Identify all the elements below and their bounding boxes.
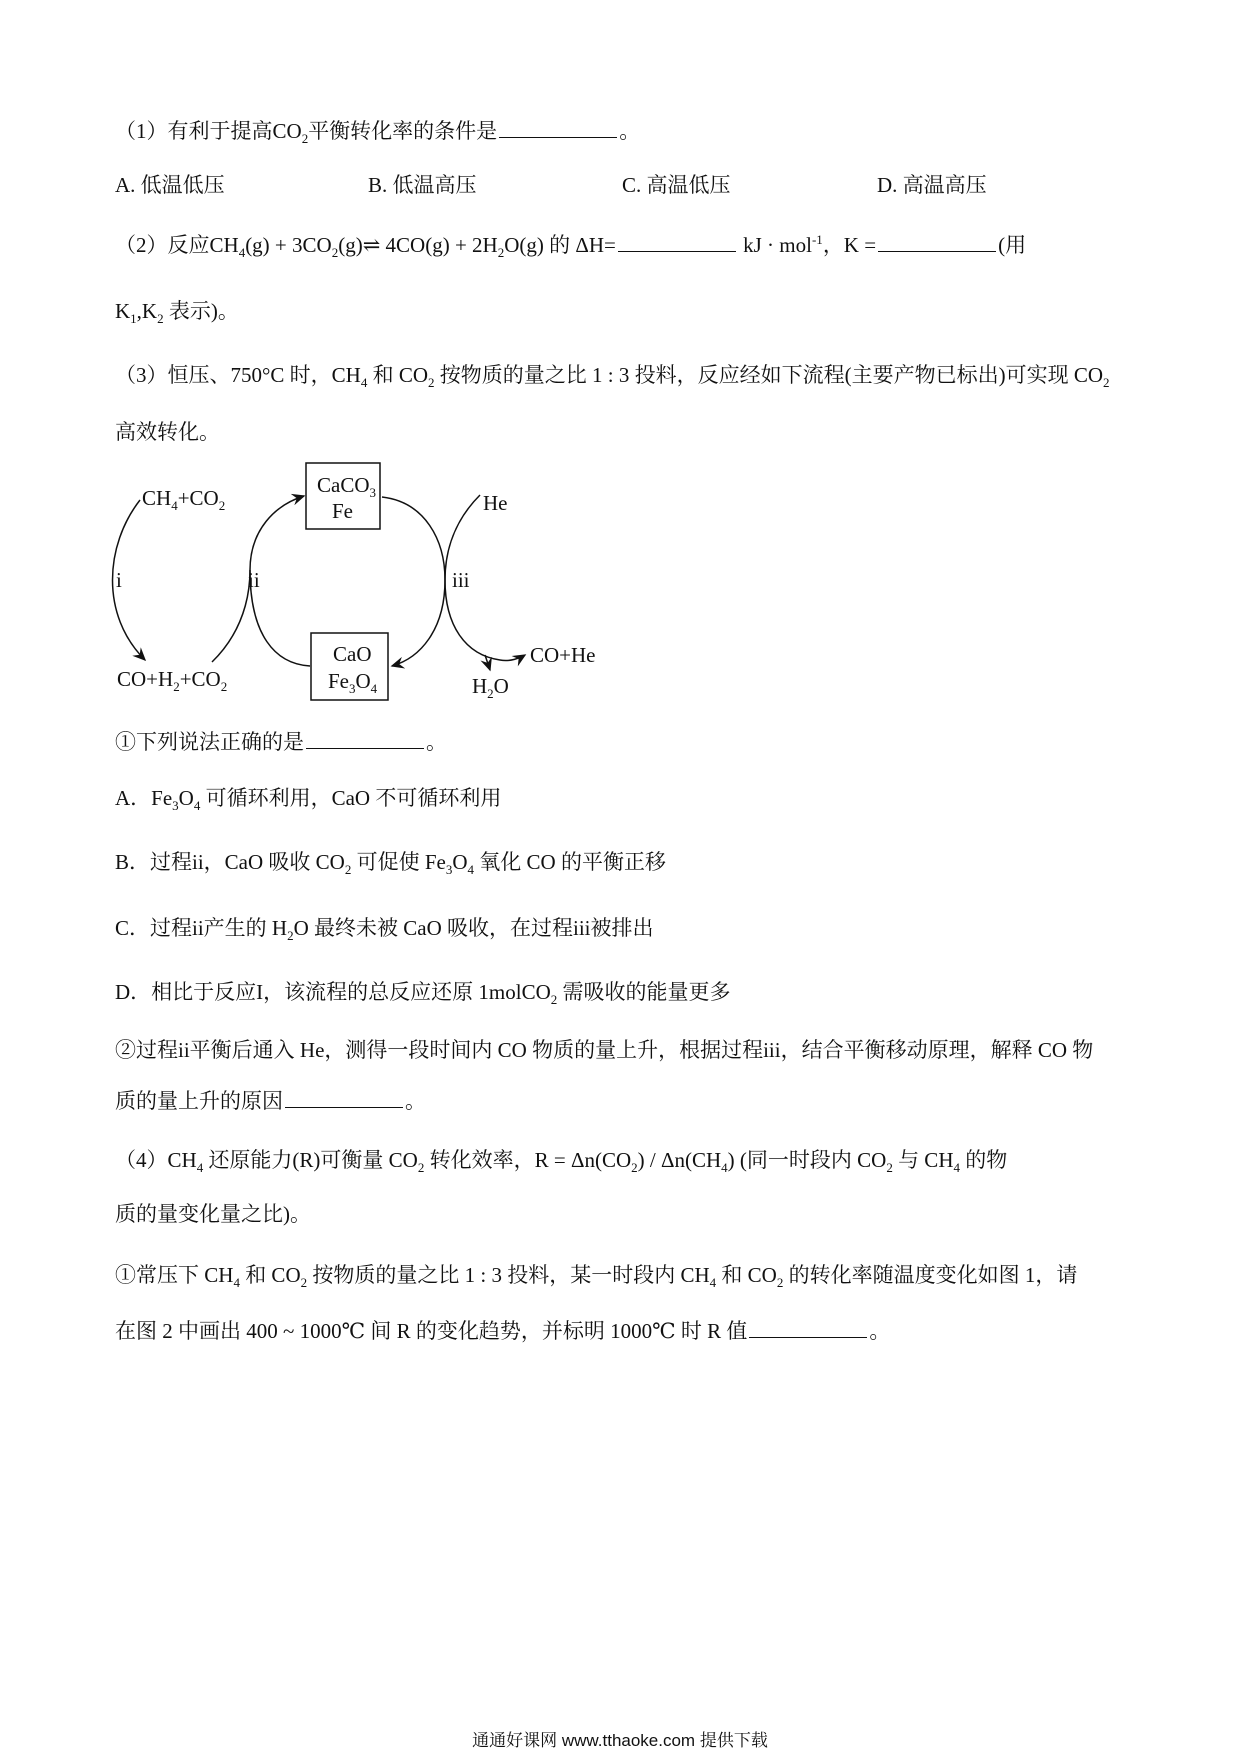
answer-blank bbox=[749, 1319, 867, 1338]
text-segment: kJ · mol bbox=[737, 233, 812, 257]
text-line bbox=[115, 728, 447, 756]
water-label: $H_2O$ bbox=[472, 674, 509, 701]
subscript: 4 bbox=[360, 375, 368, 390]
text-segment: ②过程ii平衡后通入 He，测得一段时间内 CO 物质的量上升，根据过程iii，结合平衡移动原理，解释 CO 物 bbox=[115, 1038, 1094, 1062]
process-flow-diagram bbox=[100, 450, 720, 710]
subscript: 4 bbox=[233, 1275, 240, 1290]
q1-option-b: B. 低温高压 bbox=[368, 173, 477, 197]
q1-option-a: A. 低温低压 bbox=[115, 173, 225, 197]
products-label: CO+He bbox=[530, 643, 596, 667]
text-line bbox=[115, 1036, 1093, 1064]
box-bottom-line2: $Fe_3O_4$ bbox=[328, 669, 378, 696]
text-segment: 的物 bbox=[960, 1148, 1008, 1172]
subscript: 4 bbox=[467, 862, 475, 877]
subscript: 1 bbox=[130, 311, 137, 326]
text-segment: 。 bbox=[619, 119, 641, 143]
text-segment: C．过程ii产生的 H bbox=[115, 916, 288, 940]
subscript: 2 bbox=[301, 131, 309, 146]
subscript: 4 bbox=[721, 1160, 728, 1175]
text-line bbox=[115, 784, 501, 812]
subscript: 3 bbox=[445, 862, 453, 877]
text-segment: 还原能力(R)可衡量 CO bbox=[203, 1148, 418, 1172]
subscript: 2 bbox=[331, 245, 339, 260]
step-iii-label: iii bbox=[452, 568, 470, 592]
text-segment: (用 bbox=[998, 233, 1027, 257]
q1-option-c: C. 高温低压 bbox=[622, 173, 731, 197]
text-segment: ①常压下 CH bbox=[115, 1263, 234, 1287]
answer-blank bbox=[499, 119, 617, 138]
text-segment: 的转化率随温度变化如图 1，请 bbox=[783, 1263, 1078, 1287]
he-label: He bbox=[483, 491, 508, 515]
subscript: 3 bbox=[172, 798, 179, 813]
subscript: 2 bbox=[344, 862, 352, 877]
subscript: 2 bbox=[287, 928, 294, 943]
text-segment: O 最终未被 CaO 吸收，在过程iii被排出 bbox=[293, 916, 654, 940]
text-segment: 高效转化。 bbox=[115, 420, 220, 444]
text-segment: CO bbox=[272, 119, 302, 143]
text-segment: 与 CH bbox=[892, 1148, 954, 1172]
text-segment: ,K bbox=[136, 299, 158, 323]
text-segment: 需吸收的能量更多 bbox=[557, 980, 731, 1004]
answer-blank bbox=[878, 233, 996, 252]
step-i-label: i bbox=[116, 568, 122, 592]
subscript: 4 bbox=[193, 798, 201, 813]
subscript: 2 bbox=[1103, 375, 1110, 390]
text-segment: 质的量上升的原因 bbox=[115, 1089, 283, 1113]
text-line bbox=[115, 1200, 311, 1228]
box-top-line2: Fe bbox=[332, 499, 353, 523]
intermediate-label: $CO+H_2+CO_2$ bbox=[117, 667, 228, 694]
subscript: 2 bbox=[776, 1275, 784, 1290]
text-segment: CH bbox=[209, 233, 239, 257]
subscript: 2 bbox=[417, 1160, 425, 1175]
footer-watermark: 通通好课网 www.tthaoke.com 提供下载 bbox=[472, 1731, 768, 1750]
text-segment: 转化效率，R = Δn(CO bbox=[424, 1148, 632, 1172]
text-line bbox=[115, 1317, 890, 1345]
text-segment: 在图 2 中画出 400 ~ 1000℃ 间 R 的变化趋势，并标明 1000℃ 时 R 值 bbox=[115, 1319, 748, 1343]
text-segment: 可促使 Fe bbox=[351, 850, 446, 874]
text-segment: 平衡转化率的条件是 bbox=[308, 119, 498, 143]
text-segment: 表示)。 bbox=[163, 299, 239, 323]
text-line bbox=[115, 848, 666, 876]
superscript: -1 bbox=[811, 232, 823, 247]
subscript: 2 bbox=[300, 1275, 308, 1290]
text-segment: O bbox=[452, 850, 468, 874]
text-segment: ①下列说法正确的是 bbox=[115, 730, 304, 754]
text-line bbox=[115, 418, 220, 446]
text-line bbox=[115, 297, 239, 325]
reactants-label: $CH_4+CO_2$ bbox=[142, 486, 226, 513]
text-line bbox=[115, 914, 654, 942]
text-segment: (g) + 3CO bbox=[245, 233, 332, 257]
q1-option-d: D. 高温高压 bbox=[877, 173, 987, 197]
text-segment: 可循环利用，CaO 不可循环利用 bbox=[200, 786, 502, 810]
text-segment: ，K = bbox=[822, 233, 877, 257]
subscript: 4 bbox=[709, 1275, 717, 1290]
text-segment: 和 CO bbox=[367, 363, 429, 387]
text-segment: （4）CH bbox=[115, 1148, 197, 1172]
text-segment: 。 bbox=[405, 1089, 426, 1113]
subscript: 4 bbox=[196, 1160, 204, 1175]
text-segment: O bbox=[178, 786, 194, 810]
text-segment: 氧化 CO 的平衡正移 bbox=[474, 850, 666, 874]
subscript: 2 bbox=[550, 992, 558, 1007]
box-bottom-line1: CaO bbox=[333, 642, 372, 666]
box-top-line1: CaCO$_3$ bbox=[317, 473, 376, 500]
text-segment: ) (同一时段内 CO bbox=[727, 1148, 887, 1172]
text-segment: 按物质的量之比 1 : 3 投料，反应经如下流程(主要产物已标出)可实现 CO bbox=[434, 363, 1104, 387]
text-segment: 质的量变化量之比)。 bbox=[115, 1202, 311, 1226]
answer-blank bbox=[285, 1089, 403, 1108]
text-segment: K bbox=[115, 299, 131, 323]
text-line bbox=[115, 1087, 426, 1115]
text-line bbox=[115, 361, 1110, 389]
text-segment: B．过程ii，CaO 吸收 CO bbox=[115, 850, 345, 874]
subscript: 2 bbox=[886, 1160, 893, 1175]
subscript: 4 bbox=[238, 245, 246, 260]
text-line bbox=[115, 231, 1026, 259]
step-iii-arrow-down bbox=[382, 497, 445, 666]
text-segment: 。 bbox=[426, 730, 447, 754]
text-segment: A．Fe bbox=[115, 786, 173, 810]
text-segment: （3）恒压、750°C 时，CH bbox=[115, 363, 361, 387]
text-segment: D．相比于反应I，该流程的总反应还原 1molCO bbox=[115, 980, 551, 1004]
subscript: 4 bbox=[953, 1160, 960, 1175]
text-segment: (g)⇌ 4CO(g) + 2H bbox=[338, 233, 498, 257]
subscript: 2 bbox=[157, 311, 164, 326]
text-line bbox=[115, 978, 731, 1006]
step-ii-label: ii bbox=[248, 568, 260, 592]
text-segment: 和 CO bbox=[716, 1263, 777, 1287]
text-segment: 。 bbox=[869, 1319, 891, 1343]
text-line bbox=[115, 1146, 1007, 1174]
text-segment: （2）反应 bbox=[115, 233, 210, 257]
answer-blank bbox=[306, 730, 424, 749]
text-line bbox=[115, 117, 640, 145]
text-segment: O(g) 的 ΔH= bbox=[504, 233, 616, 257]
text-segment: 按物质的量之比 1 : 3 投料，某一时段内 CH bbox=[307, 1263, 710, 1287]
subscript: 2 bbox=[497, 245, 505, 260]
answer-blank bbox=[618, 233, 736, 252]
subscript: 2 bbox=[631, 1160, 638, 1175]
text-segment: （1）有利于提高 bbox=[115, 119, 273, 143]
text-segment: ) / Δn(CH bbox=[637, 1148, 722, 1172]
subscript: 2 bbox=[428, 375, 435, 390]
text-line bbox=[115, 1261, 1077, 1289]
text-segment: 和 CO bbox=[239, 1263, 301, 1287]
